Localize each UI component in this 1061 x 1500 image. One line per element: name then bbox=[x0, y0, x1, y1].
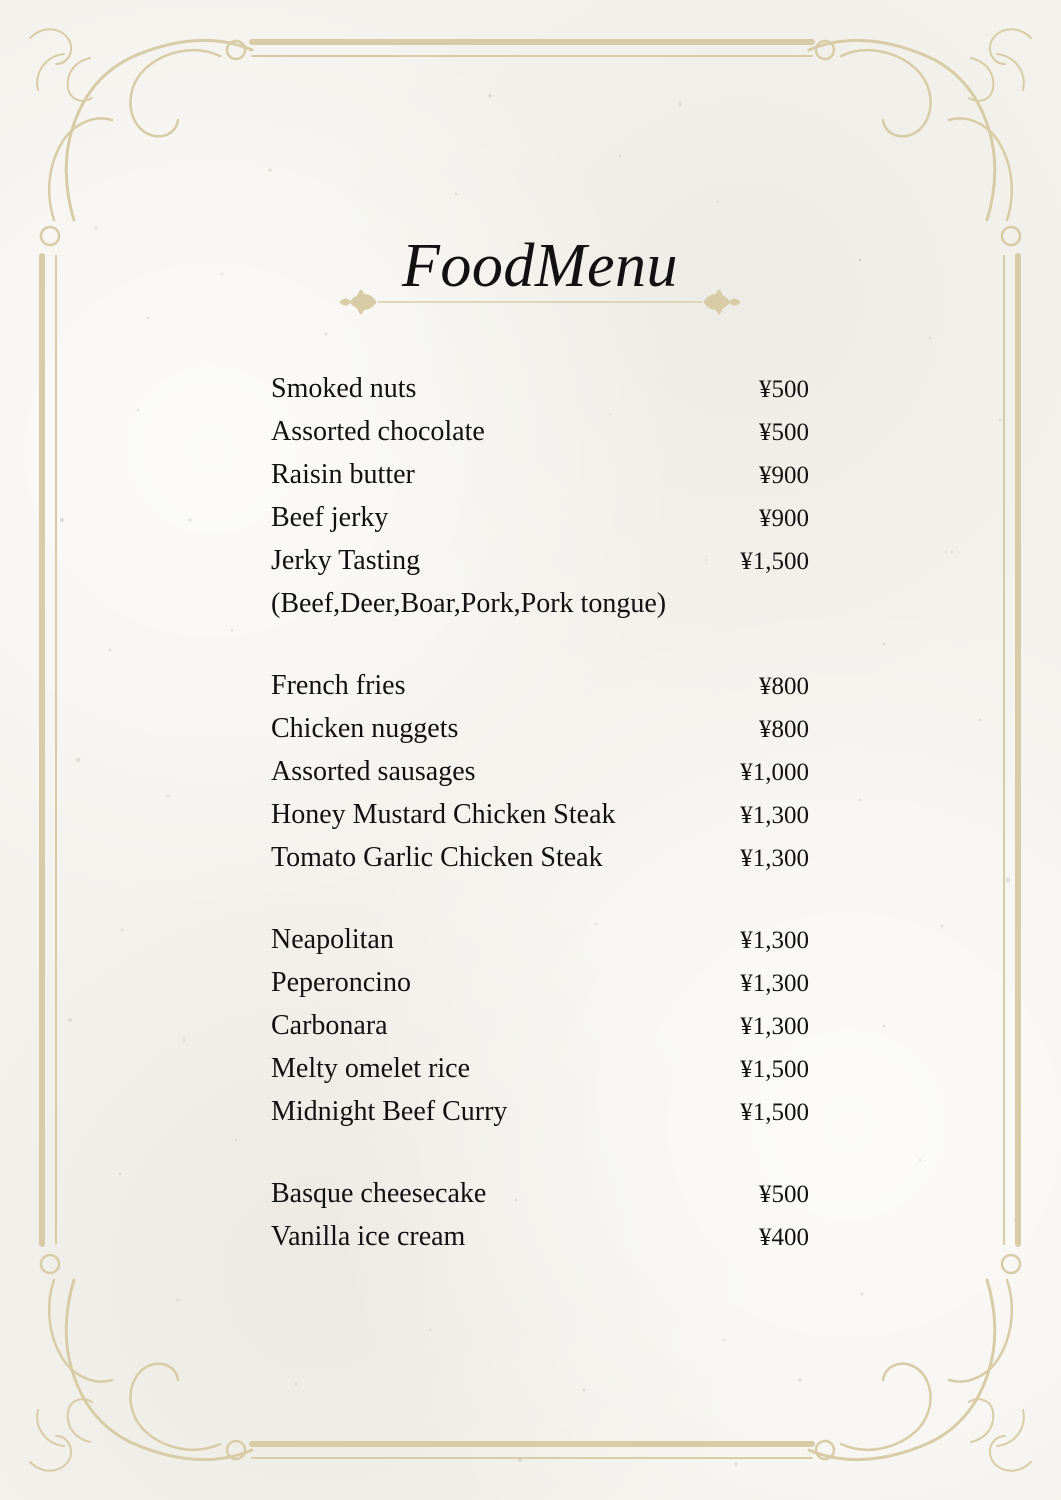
item-price: ¥1,300 bbox=[740, 802, 809, 829]
item-price: ¥1,500 bbox=[740, 548, 809, 575]
item-price: ¥500 bbox=[759, 1181, 809, 1208]
item-name: Raisin butter bbox=[271, 459, 415, 490]
menu-item bbox=[271, 793, 809, 836]
item-price: ¥800 bbox=[759, 716, 809, 743]
item-name: Midnight Beef Curry bbox=[271, 1096, 508, 1127]
menu-item bbox=[271, 1090, 809, 1133]
item-price: ¥1,500 bbox=[740, 1056, 809, 1083]
menu-item bbox=[271, 539, 809, 582]
item-price: ¥500 bbox=[759, 376, 809, 403]
item-price: ¥1,300 bbox=[740, 927, 809, 954]
fleur-de-lis-divider-icon bbox=[330, 286, 750, 326]
item-price: ¥1,300 bbox=[740, 1013, 809, 1040]
menu-section-fried bbox=[271, 664, 809, 879]
menu-item bbox=[271, 664, 809, 707]
item-name: Assorted chocolate bbox=[271, 416, 485, 447]
menu-item bbox=[271, 836, 809, 879]
menu-section-desserts bbox=[271, 1172, 809, 1258]
item-name: Beef jerky bbox=[271, 502, 389, 533]
item-name: Assorted sausages bbox=[271, 756, 476, 787]
menu-item bbox=[271, 453, 809, 496]
item-name: Melty omelet rice bbox=[271, 1053, 471, 1084]
page-title: FoodMenu bbox=[401, 232, 679, 300]
item-name: Vanilla ice cream bbox=[271, 1221, 466, 1252]
menu-item bbox=[271, 496, 809, 539]
item-price: ¥1,300 bbox=[740, 970, 809, 997]
item-price: ¥900 bbox=[759, 505, 809, 532]
menu-list bbox=[271, 367, 809, 1258]
menu-item bbox=[271, 367, 809, 410]
menu-item bbox=[271, 1047, 809, 1090]
menu-item bbox=[271, 1004, 809, 1047]
item-name: Smoked nuts bbox=[271, 373, 417, 404]
item-name: French fries bbox=[271, 670, 406, 701]
item-price: ¥800 bbox=[759, 673, 809, 700]
menu-item bbox=[271, 918, 809, 961]
item-name: Carbonara bbox=[271, 1010, 388, 1041]
item-name: Peperoncino bbox=[271, 967, 411, 998]
item-name: Basque cheesecake bbox=[271, 1178, 487, 1209]
menu-section-mains bbox=[271, 918, 809, 1133]
menu-item bbox=[271, 1172, 809, 1215]
item-price: ¥1,000 bbox=[740, 759, 809, 786]
item-name: Chicken nuggets bbox=[271, 713, 459, 744]
item-name: Honey Mustard Chicken Steak bbox=[271, 799, 616, 830]
menu-item bbox=[271, 410, 809, 453]
title-block bbox=[330, 228, 750, 328]
item-price: ¥900 bbox=[759, 462, 809, 489]
item-price: ¥500 bbox=[759, 419, 809, 446]
menu-item bbox=[271, 750, 809, 793]
menu-item bbox=[271, 707, 809, 750]
item-price: ¥1,300 bbox=[740, 845, 809, 872]
menu-item bbox=[271, 1215, 809, 1258]
menu-section-snacks bbox=[271, 367, 809, 625]
menu-item bbox=[271, 961, 809, 1004]
item-note: (Beef,Deer,Boar,Pork,Pork tongue) bbox=[271, 588, 667, 619]
item-name: Jerky Tasting bbox=[271, 545, 421, 576]
item-price: ¥400 bbox=[759, 1224, 809, 1251]
item-price: ¥1,500 bbox=[740, 1099, 809, 1126]
item-name: Neapolitan bbox=[271, 924, 394, 955]
item-name: Tomato Garlic Chicken Steak bbox=[271, 842, 603, 873]
